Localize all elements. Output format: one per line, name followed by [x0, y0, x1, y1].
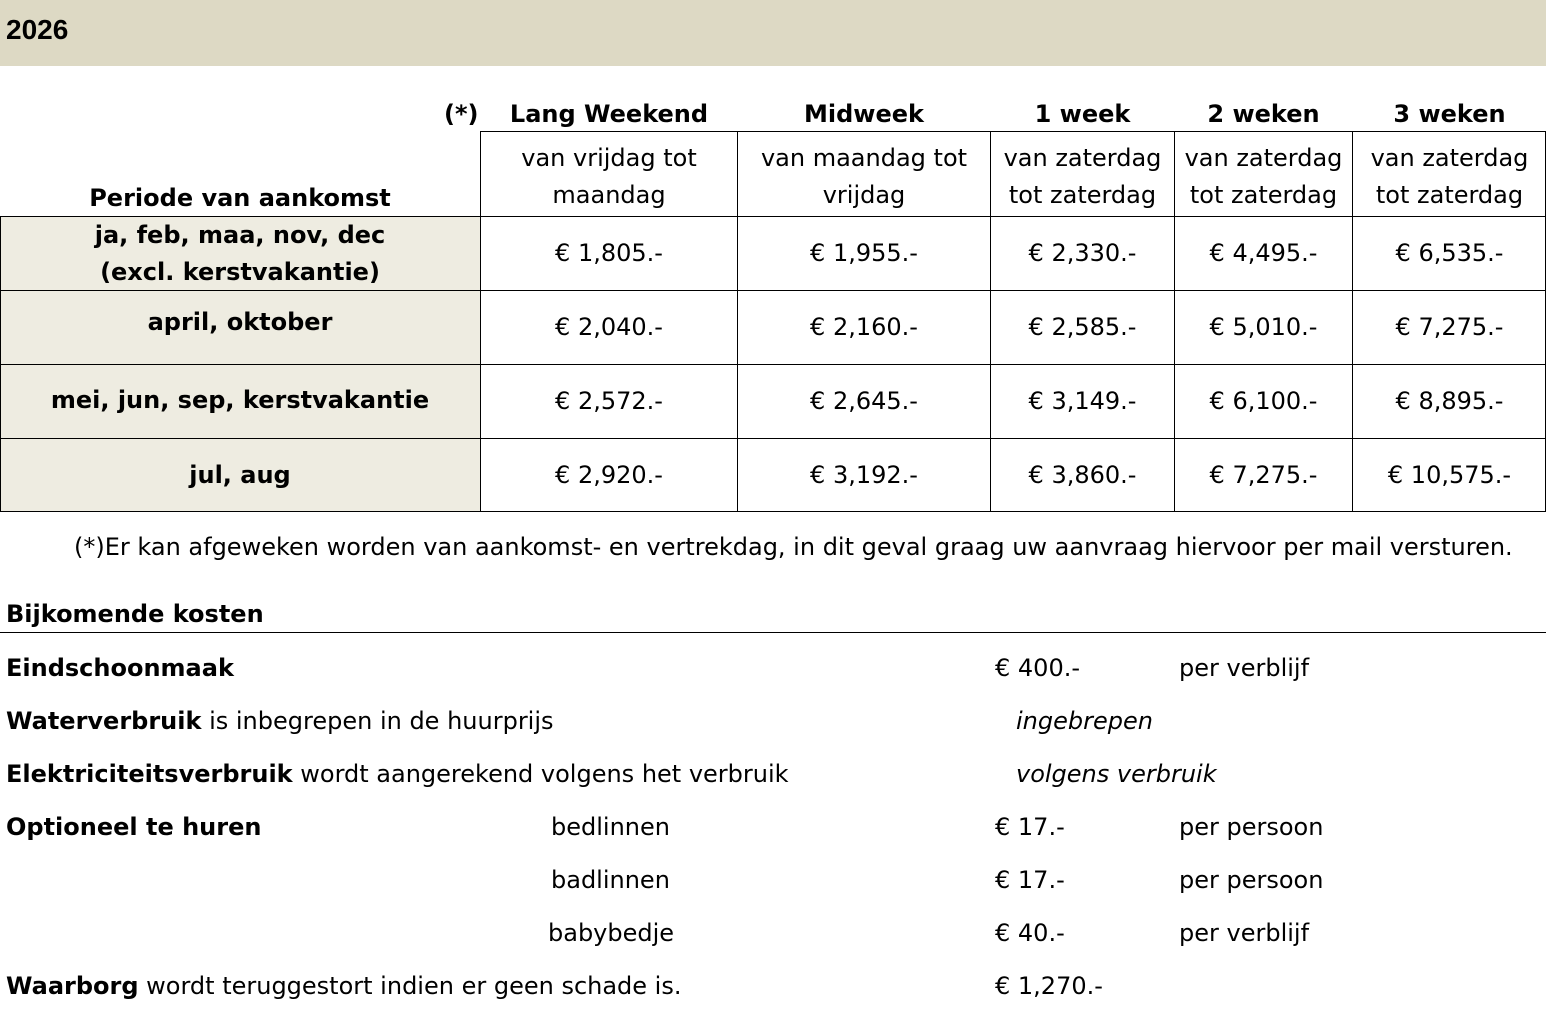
- cost-unit: per persoon: [1179, 866, 1324, 894]
- price-cell: € 3,149.-: [1028, 387, 1137, 415]
- price-cell: € 10,575.-: [1387, 461, 1512, 489]
- price-cell: € 1,805.-: [555, 239, 663, 267]
- grid-line: [0, 364, 1546, 365]
- col-sub-midweek: van maandag tot vrijdag: [760, 144, 968, 209]
- grid-line: [0, 290, 1546, 291]
- grid-line: [1352, 131, 1353, 512]
- grid-line: [0, 216, 1, 512]
- price-cell: € 2,920.-: [555, 461, 663, 489]
- grid-line: [0, 438, 1546, 439]
- cost-row-babybedje: [0, 919, 1546, 959]
- cost-row-waarborg: Waarborg wordt teruggestort indien er geen schade is. € 1,270.-: [6, 972, 1103, 1000]
- col-sub-lang-weekend: van vrijdag tot maandag: [521, 144, 697, 209]
- col-title-midweek: Midweek: [804, 100, 924, 128]
- price-cell: € 4,495.-: [1209, 239, 1318, 267]
- price-cell: € 5,010.-: [1209, 313, 1318, 341]
- grid-line: [0, 216, 1546, 217]
- cost-row-badlinnen: [0, 866, 1546, 906]
- cost-item: babybedje: [548, 919, 675, 947]
- cost-price: € 400.-: [995, 654, 1080, 682]
- price-cell: € 2,160.-: [810, 313, 918, 341]
- cost-row-elektriciteit: Elektriciteitsverbruik wordt aangerekend volgens het verbruik volgens verbruik: [6, 760, 1217, 788]
- period-cell-3: mei, jun, sep, kerstvakantie: [0, 365, 480, 438]
- col-title-lang-weekend: Lang Weekend: [509, 100, 709, 128]
- period-header: Periode van aankomst: [89, 184, 391, 212]
- price-cell: € 2,645.-: [810, 387, 918, 415]
- footnote: (*)Er kan afgeweken worden van aankomst- en vertrekdag, in dit geval graag uw aanvraag hiervoor per mail versturen.: [74, 533, 1513, 561]
- cost-item: bedlinnen: [551, 813, 670, 841]
- price-cell: € 2,585.-: [1028, 313, 1137, 341]
- cost-price: € 40.-: [995, 919, 1065, 947]
- cost-italic-note: volgens verbruik: [1016, 760, 1217, 788]
- year-banner: [0, 0, 1546, 66]
- cost-row-bedlinnen: Optioneel te huren bedlinnen € 17.- per persoon: [6, 813, 1324, 841]
- price-cell: € 7,275.-: [1395, 313, 1504, 341]
- col-title-2-weken: 2 weken: [1207, 100, 1320, 128]
- grid-line: [737, 131, 738, 512]
- grid-line: [990, 131, 991, 512]
- cost-row-eindschoonmaak: Eindschoonmaak € 400.- per verblijf: [6, 654, 1310, 682]
- cost-item: badlinnen: [551, 866, 670, 894]
- col-title-1-week: 1 week: [1034, 100, 1131, 128]
- price-cell: € 2,330.-: [1028, 239, 1137, 267]
- cost-price: € 1,270.-: [995, 972, 1103, 1000]
- extra-costs-title: Bijkomende kosten: [6, 600, 264, 628]
- period-cell-1: ja, feb, maa, nov, dec (excl. kerstvakantie): [0, 217, 480, 290]
- year-title: 2026: [6, 14, 69, 45]
- price-cell: € 3,860.-: [1028, 461, 1137, 489]
- cost-italic-note: ingebrepen: [1016, 707, 1153, 735]
- cost-price: € 17.-: [995, 813, 1065, 841]
- price-cell: € 1,955.-: [810, 239, 918, 267]
- grid-line: [1174, 131, 1175, 512]
- col-sub-2-weken: van zaterdag tot zaterdag: [1184, 144, 1343, 209]
- price-cell: € 8,895.-: [1395, 387, 1504, 415]
- grid-line: [480, 131, 1546, 132]
- price-cell: € 3,192.-: [810, 461, 918, 489]
- cost-price: € 17.-: [995, 866, 1065, 894]
- divider: [0, 632, 1546, 633]
- price-cell: € 2,572.-: [555, 387, 663, 415]
- cost-unit: per verblijf: [1179, 654, 1310, 682]
- grid-line: [0, 511, 1546, 512]
- cost-unit: per persoon: [1179, 813, 1324, 841]
- period-cell-4: jul, aug: [0, 439, 480, 512]
- cost-unit: per verblijf: [1179, 919, 1310, 947]
- price-cell: € 7,275.-: [1209, 461, 1318, 489]
- price-cell: € 2,040.-: [555, 313, 663, 341]
- period-cell-2: april, oktober: [0, 291, 480, 364]
- col-sub-3-weken: van zaterdag tot zaterdag: [1370, 144, 1529, 209]
- col-sub-1-week: van zaterdag tot zaterdag: [1003, 144, 1162, 209]
- cost-row-waterverbruik: Waterverbruik is inbegrepen in de huurprijs ingebrepen: [6, 707, 1153, 735]
- asterisk-label: (*): [444, 100, 479, 128]
- price-cell: € 6,100.-: [1209, 387, 1318, 415]
- col-title-3-weken: 3 weken: [1393, 100, 1506, 128]
- price-cell: € 6,535.-: [1395, 239, 1504, 267]
- grid-line: [480, 131, 481, 512]
